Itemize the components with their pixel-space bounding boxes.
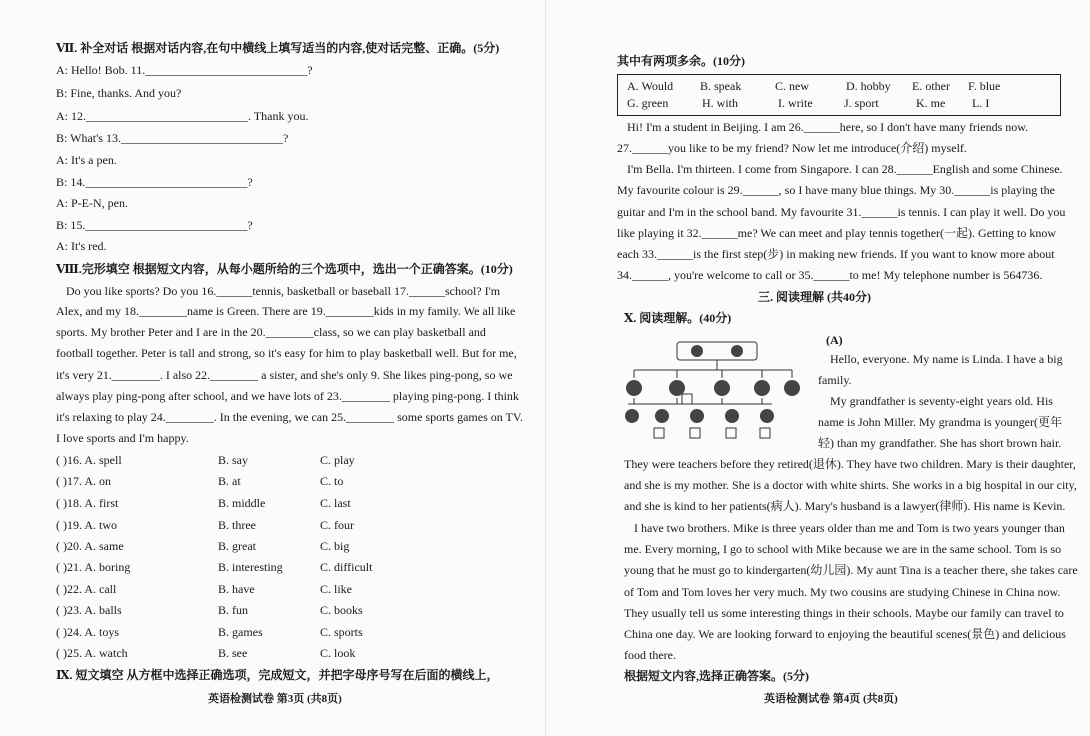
option-a: ( )17. A. on [56, 474, 111, 488]
option-c: C. like [320, 582, 352, 596]
word-option: C. new [775, 79, 809, 93]
word-option: I. write [778, 96, 813, 110]
option-c: C. sports [320, 625, 363, 639]
page-footer: 英语检测试卷 第4页 (共8页) [764, 693, 898, 705]
passage-line: me. Every morning, I go to school with Mike because we are in the same school. Tom is so [624, 542, 1062, 556]
passage-line: it's very 21.________. I also 22.________ a sister, and she's only 9. She likes ping-pong, so we [56, 368, 513, 382]
passage-line: My grandfather is seventy-eight years old. His [830, 394, 1053, 408]
option-b: B. see [218, 646, 248, 660]
passage-label: (A) [826, 333, 843, 347]
dialogue-line: A: P-E-N, pen. [56, 196, 128, 210]
passage-line: of Tom and Tom loves her very much. My two cousins are studying Chinese in China now. [624, 585, 1061, 599]
word-option: G. green [627, 96, 669, 110]
section-9-continuation: 其中有两项多余。(10分) [617, 54, 745, 68]
dialogue-line: A: It's a pen. [56, 153, 117, 167]
question-instruction: 根据短文内容,选择正确答案。(5分) [624, 669, 809, 683]
section-10-title: Ⅹ. 阅读理解。(40分) [624, 311, 732, 325]
passage-line: family. [818, 373, 852, 387]
passage-line: each 33.______is the first step(步) in making new friends. If you want to know more about [617, 247, 1055, 261]
passage-line: Hello, everyone. My name is Linda. I have a big [830, 352, 1063, 366]
passage-line: I'm Bella. I'm thirteen. I come from Singapore. I can 28.______English and some Chinese. [627, 162, 1063, 176]
passage-line: food there. [624, 648, 676, 662]
word-option: D. hobby [846, 79, 891, 93]
option-a: ( )16. A. spell [56, 453, 122, 467]
passage-line: sports. My brother Peter and I are in the 20.________class, so we can play basketball and [56, 325, 486, 339]
passage-line: They were teachers before they retired(退休). They have two children. Mary is their daughter, [624, 457, 1076, 471]
option-b: B. games [218, 625, 263, 639]
passage-line: young that he must go to kindergarten(幼儿园). My aunt Tina is a teacher there, she takes care [624, 563, 1078, 577]
option-c: C. four [320, 518, 354, 532]
passage-line: 27.______you like to be my friend? Now let me introduce(介绍) myself. [617, 141, 967, 155]
passage-line: China one day. We are looking forward to enjoying the beautiful scenes(景色) and delicious [624, 627, 1066, 641]
option-b: B. three [218, 518, 256, 532]
section-9-title: Ⅸ. 短文填空 从方框中选择正确选项，完成短文，并把字母序号写在后面的横线上， [56, 668, 499, 682]
passage-line: always play ping-pong after school, and we have lots of 23.________ playing ping-pong. I think [56, 389, 519, 403]
dialogue-line: B: 15.___________________________? [56, 218, 253, 232]
word-option: L. I [972, 96, 990, 110]
option-c: C. look [320, 646, 356, 660]
option-a: ( )21. A. boring [56, 560, 131, 574]
option-a: ( )23. A. balls [56, 603, 122, 617]
passage-line: football together. Peter is tall and strong, so it's easy for him to play basketball well. But for me, [56, 346, 517, 360]
word-option: K. me [916, 96, 946, 110]
page-footer: 英语检测试卷 第3页 (共8页) [208, 693, 342, 705]
dialogue-line: B: 14.___________________________? [56, 175, 253, 189]
option-a: ( )25. A. watch [56, 646, 128, 660]
dialogue-line: A: 12.___________________________. Thank you. [56, 109, 309, 123]
option-b: B. great [218, 539, 256, 553]
option-a: ( )19. A. two [56, 518, 117, 532]
option-c: C. big [320, 539, 350, 553]
passage-line: guitar and I'm in the school band. My favourite 31.______is tennis. I can play it well. Do you [617, 205, 1066, 219]
dialogue-line: B: What's 13.___________________________? [56, 131, 289, 145]
part-3-title: 三. 阅读理解 (共40分) [758, 290, 871, 304]
passage-line: I have two brothers. Mike is three years older than me and Tom is two years younger than [634, 521, 1065, 535]
passage-line: Do you like sports? Do you 16.______tennis, basketball or baseball 17.______school? I'm [66, 284, 501, 298]
passage-line: Hi! I'm a student in Beijing. I am 26.______here, so I don't have many friends now. [627, 120, 1029, 134]
option-c: C. play [320, 453, 355, 467]
passage-line: 34.______, you're welcome to call or 35.______to me! My telephone number is 564736. [617, 268, 1043, 282]
passage-line: like playing it 32.______me? We can meet and play tennis together(一起). Getting to know [617, 226, 1057, 240]
section-7-title: Ⅶ. 补全对话 根据对话内容,在句中横线上填写适当的内容,使对话完整、正确。(5分) [56, 41, 500, 55]
option-b: B. at [218, 474, 241, 488]
option-c: C. last [320, 496, 351, 510]
option-b: B. have [218, 582, 255, 596]
option-b: B. middle [218, 496, 266, 510]
passage-line: and she is my mother. She is a doctor with white shirts. She works in a big hospital in our city, [624, 478, 1077, 492]
passage-line: name is John Miller. My grandma is younger(更年 [818, 415, 1062, 429]
option-a: ( )22. A. call [56, 582, 117, 596]
passage-line: I love sports and I'm happy. [56, 431, 189, 445]
passage-line: My favourite colour is 29.______, so I have many blue things. My 30.______is playing the [617, 183, 1055, 197]
option-b: B. say [218, 453, 248, 467]
passage-line: 轻) than my grandfather. She has short brown hair. [818, 436, 1062, 450]
dialogue-line: A: Hello! Bob. 11.___________________________? [56, 63, 313, 77]
option-c: C. books [320, 603, 363, 617]
option-a: ( )18. A. first [56, 496, 119, 510]
family-tree-illustration [622, 338, 820, 442]
passage-line: and she is kind to her patients(病人). Mary's husband is a lawyer(律师). His name is Kevin. [624, 499, 1066, 513]
word-option: H. with [702, 96, 738, 110]
option-c: C. to [320, 474, 344, 488]
word-option: A. Would [627, 79, 674, 93]
passage-line: They usually tell us some interesting things in their schools. Maybe our family can travel to [624, 606, 1064, 620]
option-b: B. fun [218, 603, 248, 617]
dialogue-line: B: Fine, thanks. And you? [56, 86, 182, 100]
option-a: ( )24. A. toys [56, 625, 119, 639]
word-option: E. other [912, 79, 950, 93]
option-c: C. difficult [320, 560, 373, 574]
word-option: F. blue [968, 79, 1001, 93]
dialogue-line: A: It's red. [56, 239, 107, 253]
section-8-title: Ⅷ.完形填空 根据短文内容，从每小题所给的三个选项中，选出一个正确答案。(10分) [56, 262, 513, 276]
passage-line: Alex, and my 18.________name is Green. There are 19.________kids in my family. We all like [56, 304, 516, 318]
option-b: B. interesting [218, 560, 283, 574]
option-a: ( )20. A. same [56, 539, 124, 553]
passage-line: it's relaxing to play 24.________. In the evening, we can 25.________ some sports games on TV. [56, 410, 523, 424]
word-option: J. sport [844, 96, 879, 110]
word-option: B. speak [700, 79, 742, 93]
